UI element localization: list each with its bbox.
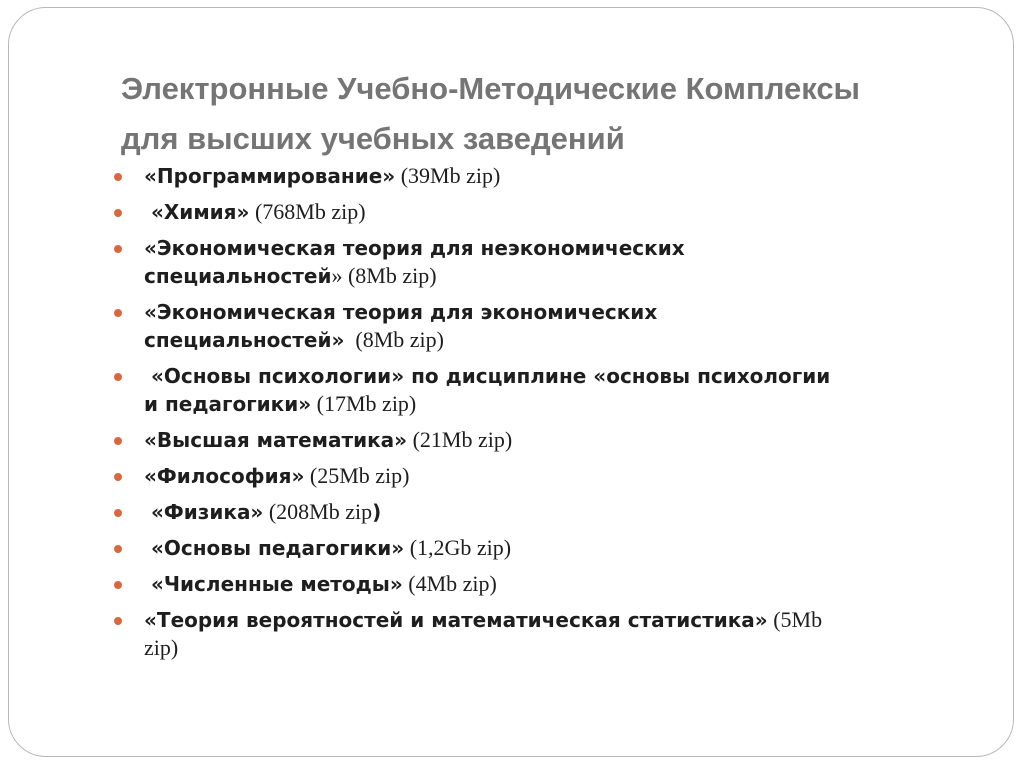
course-name-cont[interactable]: и педагогики» [144, 392, 312, 416]
bullet-icon [114, 373, 122, 381]
course-name[interactable]: «Высшая математика» [144, 428, 408, 452]
course-size: » (8Mb zip) [331, 263, 437, 288]
title-line-1: Электронные Учебно-Методические Комплексы [121, 71, 861, 106]
course-name[interactable]: «Химия» [144, 200, 250, 224]
course-name[interactable]: «Философия» [144, 464, 305, 488]
bullet-icon [114, 173, 122, 181]
title-line-2: для высших учебных заведений [121, 121, 625, 156]
bullet-icon [114, 545, 122, 553]
course-name[interactable]: «Численные методы» [144, 572, 403, 596]
list-item [112, 534, 982, 562]
course-name[interactable]: «Физика» [144, 500, 264, 524]
bullet-icon [114, 309, 122, 317]
bullet-icon [114, 209, 122, 217]
slide-title [121, 64, 981, 164]
list-item [112, 362, 982, 418]
course-size: (25Mb zip) [304, 463, 410, 488]
course-size: (21Mb zip) [407, 427, 513, 452]
course-size-cont: zip) [144, 635, 179, 660]
course-name[interactable]: «Программирование» [144, 164, 396, 188]
bullet-icon [114, 245, 122, 253]
course-size: (5Mb [767, 607, 823, 632]
course-name-cont[interactable]: специальностей» [144, 328, 345, 352]
bullet-icon [114, 509, 122, 517]
list-item [112, 198, 982, 226]
course-size: (17Mb zip) [311, 391, 417, 416]
course-name[interactable]: «Экономическая теория для экономических [144, 300, 658, 324]
list-item [112, 234, 982, 290]
course-size: (1,2Gb zip) [404, 535, 512, 560]
course-name[interactable]: «Экономическая теория для неэкономических [144, 236, 685, 260]
course-name[interactable]: «Теория вероятностей и математическая статистика» [144, 608, 768, 632]
list-item [112, 462, 982, 490]
course-size: (4Mb zip) [402, 571, 497, 596]
list-item [112, 426, 982, 454]
course-name[interactable]: «Основы педагогики» [144, 536, 405, 560]
course-size: (39Mb zip) [395, 163, 501, 188]
closing-paren: ) [372, 500, 382, 524]
course-list [112, 162, 982, 670]
bullet-icon [114, 581, 122, 589]
course-name[interactable]: «Основы психологии» по дисциплине «основы психологии [144, 364, 831, 388]
course-size: (768Mb zip) [249, 199, 366, 224]
bullet-icon [114, 617, 122, 625]
list-item [112, 498, 982, 526]
list-item [112, 606, 982, 662]
course-name-cont[interactable]: специальностей [144, 264, 332, 288]
list-item [112, 298, 982, 354]
bullet-icon [114, 437, 122, 445]
list-item [112, 162, 982, 190]
course-size: (8Mb zip) [344, 327, 444, 352]
list-item [112, 570, 982, 598]
bullet-icon [114, 473, 122, 481]
course-size: (208Mb zip [263, 499, 373, 524]
